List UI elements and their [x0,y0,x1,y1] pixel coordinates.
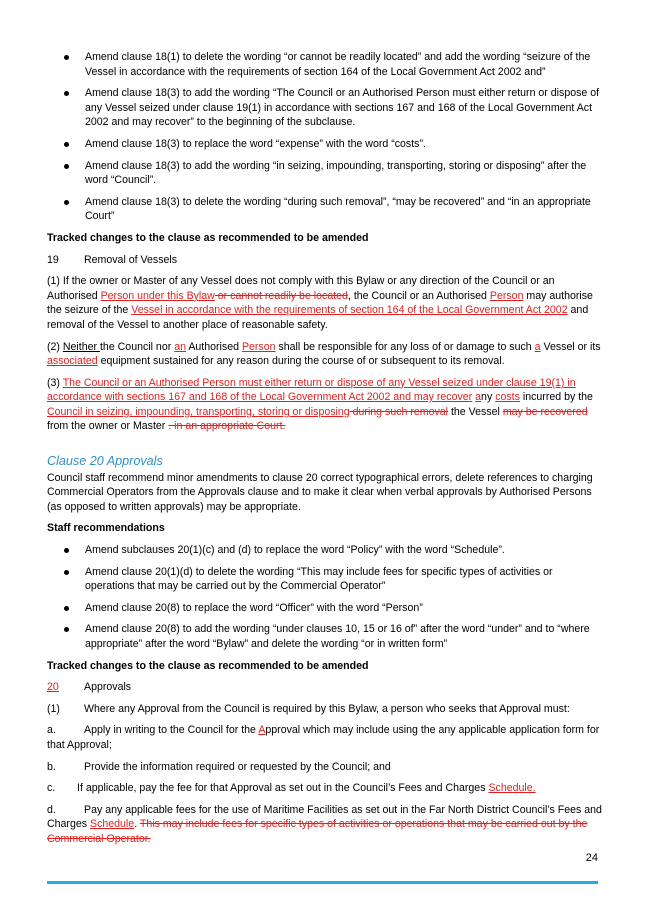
inserted-text: The Council or an Authorised Person must either return or dispose of any Vessel seized under clause 19(1) in accordance with sections 167 and 168 of the Local Government Act 2002 and may recover [47,376,576,404]
bullet-icon [64,91,69,96]
deleted-text: . in an appropriate Court. [168,420,286,433]
inserted-text: associated [47,355,98,368]
list-item: Amend clause 20(8) to replace the word “Officer” with the word “Person” [47,601,602,616]
bullet-icon [64,200,69,205]
inserted-text: a [475,391,482,404]
clause-20-heading [47,680,602,695]
inserted-text: costs [495,391,520,404]
amendment-list-clause-18 [47,50,602,224]
section-intro: Council staff recommend minor amendments to clause 20 correct typographical errors, delete references to charging Commercial Operators from the Approvals clause and to make it clear when verbal approvals by Authorised Persons (as opposed to written approvals) may be appropriate. [47,471,593,513]
clause-20-item-c: c. If applicable, pay the fee for that Approval as set out in the Council’s Fees and Charges Schedule. [47,782,536,795]
list-item: Amend clause 18(3) to replace the word “expense” with the word “costs”. [47,137,602,152]
bullet-icon [64,570,69,575]
bullet-icon [64,548,69,553]
clause-19-subclause-2: (2) Neither the Council nor an Authorised Person shall be responsible for any loss of or damage to such a Vessel or its associated equipment sustained for any reason during the course of or subsequent to its removal. [47,340,601,368]
clause-20-item-b: b. Provide the information required or requested by the Council; and [47,760,391,773]
inserted-text: Vessel in accordance with the requirements of section 164 of the Local Government Act 2002 [131,304,568,317]
list-item: Amend clause 18(3) to delete the wording “during such removal”, “may be recovered” and “in an appropriate Court” [47,195,602,224]
tracked-changes-heading: Tracked changes to the clause as recommended to be amended [47,231,369,244]
clause-19-subclause-3: (3) The Council or an Authorised Person must either return or dispose of any Vessel seized under clause 19(1) in accordance with sections 167 and 168 of the Local Government Act 2002 and may recover any costs incurred by the Council in seizing, impounding, transporting, storing or disposing during such removal the Vessel may be recovered from the owner or Master . in an appropriate Court. [47,376,593,433]
clause-number: 20 [47,681,59,694]
list-item: Amend clause 18(3) to add the wording “in seizing, impounding, transporting, storing or disposing” after the word “Council”. [47,159,602,188]
inserted-text: Council in seizing, impounding, transporting, storing or disposing [47,405,350,418]
clause-title: Removal of Vessels [84,253,178,266]
clause-19-heading [47,253,602,268]
clause-number: 19 [47,253,59,266]
bullet-icon [64,627,69,632]
deleted-text: or cannot readily be located [214,289,348,302]
inserted-text: Schedule. [488,782,536,795]
bullet-icon [64,606,69,611]
deleted-text: may be recovered [502,405,588,418]
list-item: Amend clause 18(1) to delete the wording “or cannot be readily located” and add the wording “seizure of the Vessel in accordance with the requirements of section 164 of the Local Government Act 2002 and” [47,50,602,79]
footer-rule [47,881,598,884]
page-number: 24 [585,852,598,864]
clause-20-item-d: d. Pay any applicable fees for the use of Maritime Facilities as set out in the Far North District Council’s Fees and Charges Schedule. This may include fees for specific types of activities or operations that may be carried out by the Commercial Operator. [47,803,602,845]
inserted-text: A [258,724,266,737]
deleted-text: This may include fees for specific types of activities or operations that may be carried out by the Commercial Operator. [47,818,588,845]
inserted-text: Person [489,289,524,302]
tracked-changes-heading: Tracked changes to the clause as recommended to be amended [47,659,369,672]
document-page [47,50,602,854]
deleted-text: during such removal [349,405,449,418]
clause-20-subclause-1: (1) Where any Approval from the Council is required by this Bylaw, a person who seeks that Approval must: [47,702,570,715]
clause-title: Approvals [84,681,132,694]
list-item: Amend clause 20(8) to add the wording “under clauses 10, 15 or 16 of” after the word “under” and to “where appropriate” after the word “Bylaw” and delete the wording “or in written form” [47,622,602,651]
list-item: Amend clause 20(1)(d) to delete the wording “This may include fees for specific types of activities or operations that may be carried out by the Commercial Operator” [47,565,602,594]
inserted-text: a [534,340,541,353]
inserted-text: Person [241,340,276,353]
bullet-icon [64,142,69,147]
list-item: Amend subclauses 20(1)(c) and (d) to replace the word “Policy” with the word “Schedule”. [47,543,602,558]
inserted-text: an [174,340,186,353]
clause-20-item-a: a. Apply in writing to the Council for the Approval which may include using the any applicable application form for that Approval; [47,724,600,751]
bullet-icon [64,55,69,60]
inserted-text: Schedule [90,818,135,831]
bullet-icon [64,164,69,169]
inserted-text: Person under this Bylaw [100,289,215,302]
section-title: Clause 20 Approvals [47,454,163,469]
staff-recommendations-heading: Staff recommendations [47,522,165,535]
clause-19-subclause-1: (1) If the owner or Master of any Vessel does not comply with this Bylaw or any direction of the Council or an Authorised Person under this Bylaw or cannot readily be located, the Council or an Authorised Person may authorise the seizure of the Vessel in accordance with the requirements of section 164 of the Local Government Act 2002 and removal of the Vessel to another place of reasonable safety. [47,275,593,331]
amendment-list-clause-20 [47,543,602,652]
list-item: Amend clause 18(3) to add the wording “The Council or an Authorised Person must either return or dispose of any Vessel seized under clause 19(1) in accordance with sections 167 and 168 of the Local Government Act 2002 and may recover” to the beginning of the subclause. [47,86,602,130]
